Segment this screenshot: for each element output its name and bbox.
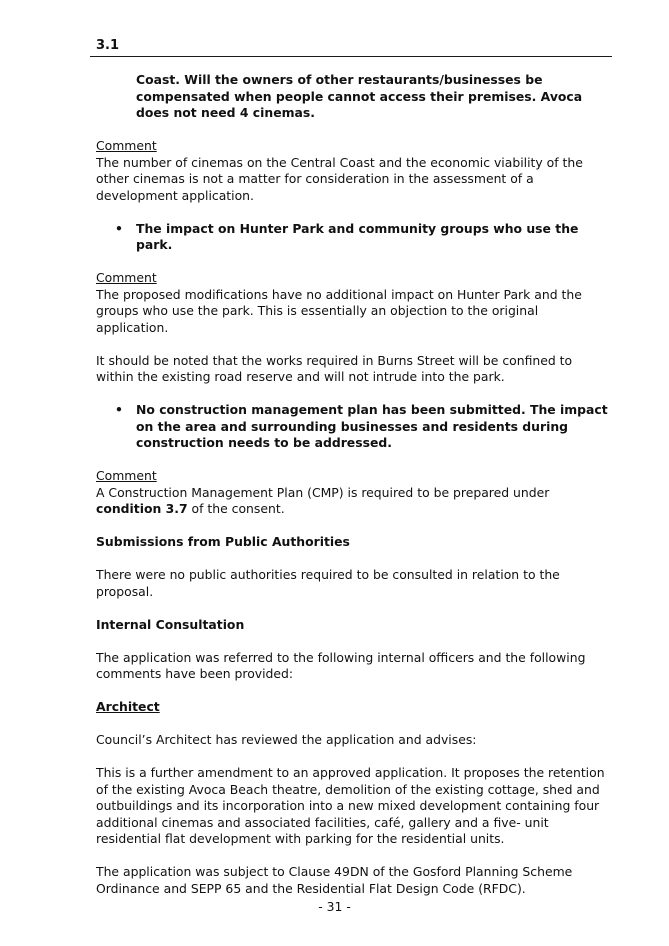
internal-consultation-text: The application was referred to the following internal officers and the following comments have been provided: [96, 649, 586, 681]
section-heading: Submissions from Public Authorities [96, 534, 350, 549]
cmp-text-end: of the consent. [187, 501, 285, 516]
section-number: 3.1 [96, 38, 120, 53]
bullet-item [96, 402, 608, 452]
architect-paragraph: This is a further amendment to an approved application. It proposes the retention of the existing Avoca Beach theatre, demolition of the existing cottage, shed and outbuildings and its incorporation into a new mixed development containing four additional cinemas and associated facilities, café, gallery and a five- unit residential flat development with parking for the residential units. [96, 765, 605, 846]
architect-paragraph: The application was subject to Clause 49DN of the Gosford Planning Scheme Ordinance and SEPP 65 and the Residential Flat Design Code (RFDC). [96, 864, 573, 896]
comment-text [96, 485, 608, 518]
bullet-text: No construction management plan has been submitted. The impact on the area and surrounding businesses and residents during construction needs to be addressed. [136, 402, 608, 450]
condition-reference: condition 3.7 [96, 501, 188, 516]
comment-label: Comment [96, 468, 157, 483]
document-body [96, 72, 608, 897]
page-number: - 31 - [318, 899, 351, 914]
comment-note: It should be noted that the works required in Burns Street will be confined to within the existing road reserve and will not intrude into the park. [96, 352, 573, 384]
bullet-item [96, 221, 608, 254]
bullet-text: The impact on Hunter Park and community groups who use the park. [136, 220, 579, 252]
cmp-text-start: A Construction Management Plan (CMP) is required to be prepared under [96, 484, 550, 500]
comment-text: The proposed modifications have no additional impact on Hunter Park and the groups who use the park. This is essentially an objection to the original application. [96, 286, 582, 335]
bullet-icon: • [115, 402, 123, 417]
continued-submission-text: Coast. Will the owners of other restaurants/businesses be compensated when people cannot access their premises. Avoca does not need 4 cinemas. [136, 72, 583, 120]
architect-heading: Architect [96, 699, 160, 714]
comment-label: Comment [96, 138, 157, 153]
comment-text: The number of cinemas on the Central Coast and the economic viability of the other cinemas is not a matter for consideration in the assessment of a development application. [96, 154, 583, 203]
architect-intro: Council’s Architect has reviewed the application and advises: [96, 732, 477, 747]
section-heading: Internal Consultation [96, 616, 245, 632]
bullet-icon: • [115, 220, 123, 236]
page-header [90, 36, 612, 57]
comment-label: Comment [96, 270, 157, 285]
public-authorities-text: There were no public authorities required to be consulted in relation to the proposal. [96, 567, 560, 599]
